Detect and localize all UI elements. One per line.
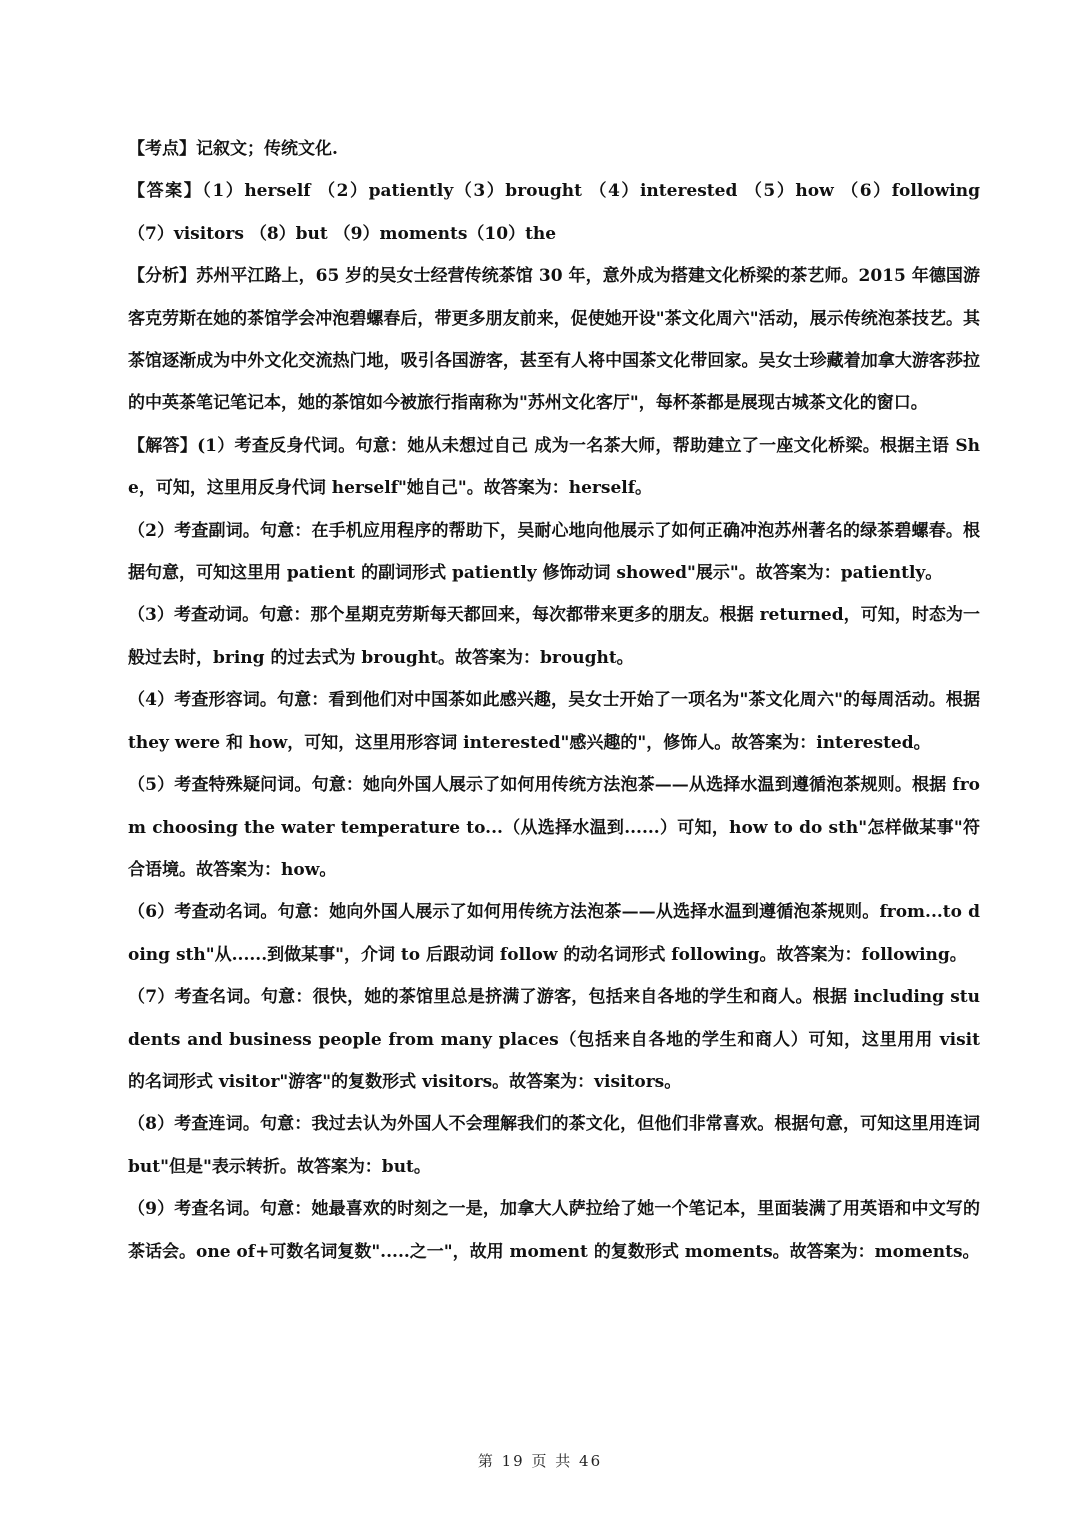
explanation-item-7: （7）考查名词。句意：很快，她的茶馆里总是挤满了游客，包括来自各地的学生和商人。根据 including students and business people from many places（包括来自各地的学生和商人）可知，这里用用 visit 的名词形式 visitor"游客"的复数形式 visitors。故答案为：visitors。 xyxy=(128,987,980,1092)
explanation-item-3: （3）考查动词。句意：那个星期克劳斯每天都回来，每次都带来更多的朋友。根据 returned，可知，时态为一般过去时，bring 的过去式为 brought。故答案为：brought。 xyxy=(128,605,980,668)
explanation-item-2: （2）考查副词。句意：在手机应用程序的帮助下，吴耐心地向他展示了如何正确冲泡苏州著名的绿茶碧螺春。根据句意，可知这里用 patient 的副词形式 patiently 修饰动词 showed"展示"。故答案为：patiently。 xyxy=(128,520,980,584)
explanation-item-5: （5）考查特殊疑问词。句意：她向外国人展示了如何用传统方法泡茶——从选择水温到遵循泡茶规则。根据 from choosing the water temperature to...（从选择水温到......）可知，how to do sth"怎样做某事"符合语境。故答案为：how。 xyxy=(128,775,980,880)
explanation-item-1: 【解答】(1）考查反身代词。句意：她从未想过自己 成为一名茶大师，帮助建立了一座文化桥梁。根据主语 She，可知，这里用反身代词 herself"她自己"。故答案为：herself。 xyxy=(128,435,980,499)
analysis-paragraph: 【分析】苏州平江路上，65 岁的吴女士经营传统茶馆 30 年，意外成为搭建文化桥梁的茶艺师。2015 年德国游客克劳斯在她的茶馆学会冲泡碧螺春后，带更多朋友前来，促使她开设"茶文化周六"活动，展示传统泡茶技艺。其茶馆逐渐成为中外文化交流热门地，吸引各国游客，甚至有人将中国茶文化带回家。吴女士珍藏着加拿大游客莎拉的中英茶笔记笔记本，她的茶馆如今被旅行指南称为"苏州文化客厅"，每杯茶都是展现古城茶文化的窗口。 xyxy=(128,266,980,414)
explanation-item-8: （8）考查连词。句意：我过去认为外国人不会理解我们的茶文化，但他们非常喜欢。根据句意，可知这里用连词 but"但是"表示转折。故答案为：but。 xyxy=(128,1114,980,1177)
explanation-item-4: （4）考查形容词。句意：看到他们对中国茶如此感兴趣，吴女士开始了一项名为"茶文化周六"的每周活动。根据 they were 和 how，可知，这里用形容词 interested"感兴趣的"，修饰人。故答案为：interested。 xyxy=(128,690,980,753)
explanation-item-6: （6）考查动名词。句意：她向外国人展示了如何用传统方法泡茶——从选择水温到遵循泡茶规则。from...to doing sth"从......到做某事"，介词 to 后跟动词 follow 的动名词形式 following。故答案为：following。 xyxy=(128,902,980,965)
answer-paragraph: 【答案】（1）herself （2）patiently（3）brought （4）interested （5）how （6）following （7）visitors （8）but （9）moments（10）the xyxy=(128,181,980,244)
page-number-footer: 第 19 页 共 46 xyxy=(477,1452,603,1470)
document-body xyxy=(128,128,980,1273)
explanation-item-9: （9）考查名词。句意：她最喜欢的时刻之一是，加拿大人萨拉给了她一个笔记本，里面装满了用英语和中文写的茶话会。one of+可数名词复数".....之一"，故用 moment 的复数形式 moments。故答案为：moments。 xyxy=(128,1199,980,1262)
kaodian-paragraph: 【考点】记叙文；传统文化. xyxy=(128,139,338,159)
